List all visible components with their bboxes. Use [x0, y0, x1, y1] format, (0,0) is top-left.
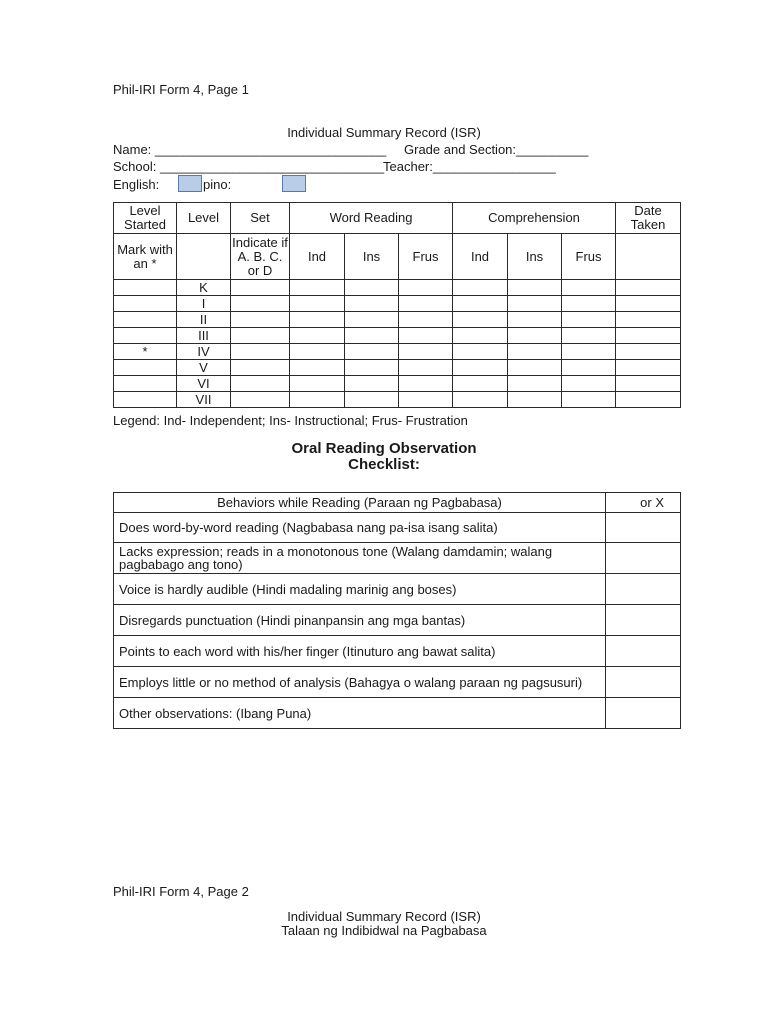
isr-entry-cell[interactable]	[290, 312, 345, 328]
english-label: English:	[113, 177, 160, 192]
isr-row	[114, 328, 681, 344]
isr-body	[114, 280, 681, 408]
isr-entry-cell[interactable]	[508, 360, 562, 376]
c-ind-header: Ind	[453, 234, 508, 280]
teacher-field[interactable]: Teacher:_________________	[383, 159, 556, 174]
isr-entry-cell[interactable]	[562, 280, 616, 296]
level-cell: IV	[177, 344, 231, 360]
isr-header-row	[114, 203, 681, 234]
isr-entry-cell[interactable]	[508, 344, 562, 360]
isr-entry-cell[interactable]	[231, 344, 290, 360]
date-subheader-empty	[616, 234, 681, 280]
isr-entry-cell[interactable]	[399, 376, 453, 392]
isr-row	[114, 296, 681, 312]
behavior-mark-cell[interactable]	[606, 698, 681, 729]
checklist-header-row	[114, 493, 681, 513]
set-header: Set	[231, 203, 290, 234]
isr-entry-cell[interactable]	[231, 376, 290, 392]
date-taken-header: Date Taken	[616, 203, 681, 234]
behavior-label: Does word-by-word reading (Nagbabasa nang pa-isa isang salita)	[114, 513, 606, 543]
isr-entry-cell[interactable]	[616, 296, 681, 312]
behavior-label: Employs little or no method of analysis (Bahagya o walang paraan ng pagsusuri)	[114, 667, 606, 698]
isr-entry-cell[interactable]	[562, 392, 616, 408]
level-cell: I	[177, 296, 231, 312]
indicate-subheader: Indicate if A. B. C. or D	[232, 234, 288, 278]
isr-entry-cell[interactable]	[290, 280, 345, 296]
isr-entry-cell[interactable]	[453, 296, 508, 312]
legend: Legend: Ind- Independent; Ins- Instructional; Frus- Frustration	[113, 413, 468, 428]
isr-entry-cell[interactable]	[562, 312, 616, 328]
isr-row	[114, 344, 681, 360]
isr-entry-cell[interactable]	[453, 392, 508, 408]
isr-entry-cell[interactable]	[399, 296, 453, 312]
form-label-page2: Phil-IRI Form 4, Page 2	[113, 884, 249, 899]
checklist-row	[114, 574, 681, 605]
grade-section-field[interactable]: Grade and Section:__________	[404, 142, 589, 157]
page2-title: Individual Summary Record (ISR)	[287, 909, 481, 924]
isr-entry-cell[interactable]	[345, 328, 399, 344]
wr-ind-header: Ind	[290, 234, 345, 280]
isr-entry-cell[interactable]	[231, 312, 290, 328]
isr-entry-cell[interactable]	[453, 376, 508, 392]
english-checkbox[interactable]	[178, 175, 202, 192]
mark-subheader: Mark with an *	[114, 234, 177, 280]
mark-header: or X	[606, 493, 681, 513]
level-started-cell[interactable]	[114, 392, 177, 408]
isr-entry-cell[interactable]	[508, 296, 562, 312]
checklist-title-line1: Oral Reading Observation	[291, 440, 477, 457]
checklist-row	[114, 605, 681, 636]
isr-entry-cell[interactable]	[345, 344, 399, 360]
isr-entry-cell[interactable]	[231, 392, 290, 408]
level-started-header: Level Started	[114, 203, 177, 234]
behavior-mark-cell[interactable]	[606, 636, 681, 667]
behaviors-header: Behaviors while Reading (Paraan ng Pagbabasa)	[114, 493, 606, 513]
isr-row	[114, 360, 681, 376]
isr-entry-cell[interactable]	[399, 280, 453, 296]
behavior-label: Lacks expression; reads in a monotonous tone (Walang damdamin; walang pagbabago ang tono)	[114, 543, 606, 574]
isr-entry-cell[interactable]	[562, 344, 616, 360]
isr-entry-cell[interactable]	[508, 392, 562, 408]
level-started-cell[interactable]	[114, 328, 177, 344]
isr-entry-cell[interactable]	[290, 360, 345, 376]
page2-subtitle: Talaan ng Indibidwal na Pagbabasa	[281, 923, 487, 938]
isr-entry-cell[interactable]	[345, 312, 399, 328]
isr-entry-cell[interactable]	[399, 360, 453, 376]
level-started-cell[interactable]	[114, 312, 177, 328]
isr-entry-cell[interactable]	[231, 360, 290, 376]
isr-entry-cell[interactable]	[453, 328, 508, 344]
isr-entry-cell[interactable]	[290, 344, 345, 360]
c-ins-header: Ins	[508, 234, 562, 280]
isr-entry-cell[interactable]	[562, 360, 616, 376]
isr-entry-cell[interactable]	[508, 328, 562, 344]
form-label-page1: Phil-IRI Form 4, Page 1	[113, 82, 249, 97]
isr-entry-cell[interactable]	[453, 312, 508, 328]
isr-subheader-row	[114, 234, 681, 280]
isr-entry-cell[interactable]	[616, 312, 681, 328]
isr-entry-cell[interactable]	[290, 328, 345, 344]
isr-entry-cell[interactable]	[453, 344, 508, 360]
isr-entry-cell[interactable]	[508, 280, 562, 296]
isr-entry-cell[interactable]	[399, 328, 453, 344]
checklist-body	[114, 513, 681, 729]
isr-entry-cell[interactable]	[616, 328, 681, 344]
isr-entry-cell[interactable]	[290, 376, 345, 392]
isr-entry-cell[interactable]	[508, 376, 562, 392]
checklist-title-line2: Checklist:	[348, 456, 420, 473]
word-reading-header: Word Reading	[290, 203, 453, 234]
isr-entry-cell[interactable]	[231, 296, 290, 312]
isr-entry-cell[interactable]	[231, 280, 290, 296]
level-cell: II	[177, 312, 231, 328]
filipino-label: pino:	[203, 177, 232, 192]
isr-entry-cell[interactable]	[345, 392, 399, 408]
checklist-table	[113, 492, 681, 729]
isr-entry-cell[interactable]	[399, 392, 453, 408]
level-subheader-empty	[177, 234, 231, 280]
checklist-row	[114, 698, 681, 729]
behavior-mark-cell[interactable]	[606, 513, 681, 543]
level-cell: V	[177, 360, 231, 376]
c-frus-header: Frus	[562, 234, 616, 280]
isr-entry-cell[interactable]	[345, 280, 399, 296]
isr-entry-cell[interactable]	[231, 328, 290, 344]
behavior-mark-cell[interactable]	[606, 574, 681, 605]
isr-row	[114, 376, 681, 392]
behavior-mark-cell[interactable]	[606, 667, 681, 698]
level-cell: III	[177, 328, 231, 344]
isr-entry-cell[interactable]	[616, 392, 681, 408]
level-started-cell[interactable]	[114, 280, 177, 296]
behavior-label: Voice is hardly audible (Hindi madaling marinig ang boses)	[114, 574, 606, 605]
isr-entry-cell[interactable]	[345, 296, 399, 312]
isr-entry-cell[interactable]	[616, 360, 681, 376]
isr-entry-cell[interactable]	[345, 376, 399, 392]
checklist-row	[114, 636, 681, 667]
behavior-label: Points to each word with his/her finger (Itinuturo ang bawat salita)	[114, 636, 606, 667]
isr-entry-cell[interactable]	[290, 296, 345, 312]
checklist-row	[114, 513, 681, 543]
behavior-label: Disregards punctuation (Hindi pinanpansin ang mga bantas)	[114, 605, 606, 636]
behavior-mark-cell[interactable]	[606, 543, 681, 574]
isr-entry-cell[interactable]	[453, 280, 508, 296]
name-field[interactable]: Name: ________________________________	[113, 142, 387, 157]
isr-entry-cell[interactable]	[616, 344, 681, 360]
behavior-label: Other observations: (Ibang Puna)	[114, 698, 606, 729]
isr-row	[114, 392, 681, 408]
behavior-mark-cell[interactable]	[606, 605, 681, 636]
level-started-cell[interactable]	[114, 296, 177, 312]
checklist-row	[114, 667, 681, 698]
isr-row	[114, 312, 681, 328]
isr-entry-cell[interactable]	[345, 360, 399, 376]
level-started-cell[interactable]	[114, 376, 177, 392]
isr-entry-cell[interactable]	[399, 344, 453, 360]
isr-entry-cell[interactable]	[616, 376, 681, 392]
isr-entry-cell[interactable]	[562, 376, 616, 392]
level-cell: K	[177, 280, 231, 296]
level-started-cell[interactable]	[114, 360, 177, 376]
isr-entry-cell[interactable]	[562, 296, 616, 312]
level-cell: VII	[177, 392, 231, 408]
level-started-cell[interactable]: *	[114, 344, 177, 360]
level-header: Level	[177, 203, 231, 234]
school-field[interactable]: School: _______________________________	[113, 159, 385, 174]
isr-entry-cell[interactable]	[616, 280, 681, 296]
filipino-checkbox[interactable]	[282, 175, 306, 192]
isr-table	[113, 202, 681, 408]
checklist-row	[114, 543, 681, 574]
level-cell: VI	[177, 376, 231, 392]
wr-frus-header: Frus	[399, 234, 453, 280]
wr-ins-header: Ins	[345, 234, 399, 280]
comprehension-header: Comprehension	[453, 203, 616, 234]
isr-entry-cell[interactable]	[562, 328, 616, 344]
isr-entry-cell[interactable]	[508, 312, 562, 328]
page1-title: Individual Summary Record (ISR)	[287, 125, 481, 140]
isr-entry-cell[interactable]	[399, 312, 453, 328]
isr-row	[114, 280, 681, 296]
isr-entry-cell[interactable]	[453, 360, 508, 376]
isr-entry-cell[interactable]	[290, 392, 345, 408]
